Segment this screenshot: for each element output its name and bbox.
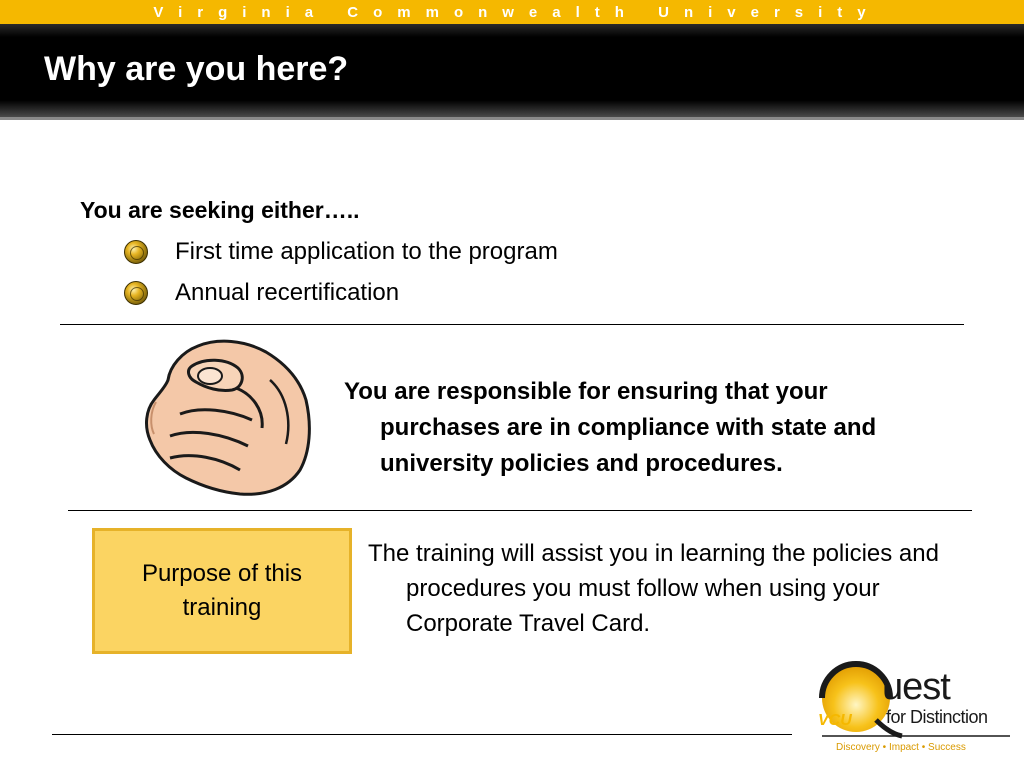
responsibility-statement: You are responsible for ensuring that your purchases are in compliance with state and university policies and procedures. [344, 378, 877, 477]
pointing-hand-icon [140, 336, 314, 500]
divider-top [60, 324, 964, 325]
university-name: Virginia Commonwealth University [153, 4, 881, 21]
logo-uest-text: uest [882, 666, 950, 708]
logo-vcu-text: VCU [818, 712, 852, 729]
divider-bottom [52, 734, 792, 735]
bullet-text: First time application to the program [175, 238, 558, 265]
purpose-box-label: Purpose of this training [141, 560, 303, 621]
bullet-item-recertification [124, 277, 399, 309]
slide-title: Why are you here? [44, 50, 349, 88]
logo-subtitle: for Distinction [886, 707, 988, 727]
bullet-text: Annual recertification [175, 279, 400, 306]
gold-coin-bullet-icon [124, 240, 148, 264]
logo-tagline: Discovery • Impact • Success [836, 742, 966, 753]
gold-coin-bullet-icon [124, 281, 148, 305]
quest-for-distinction-logo [814, 654, 1014, 758]
training-description: The training will assist you in learning the policies and procedures you must follow when using your Corporate Travel Card. [368, 540, 939, 637]
bullet-item-first-time [124, 236, 558, 268]
purpose-box [92, 528, 352, 654]
intro-heading: You are seeking either….. [80, 197, 360, 223]
divider-middle [68, 510, 972, 511]
